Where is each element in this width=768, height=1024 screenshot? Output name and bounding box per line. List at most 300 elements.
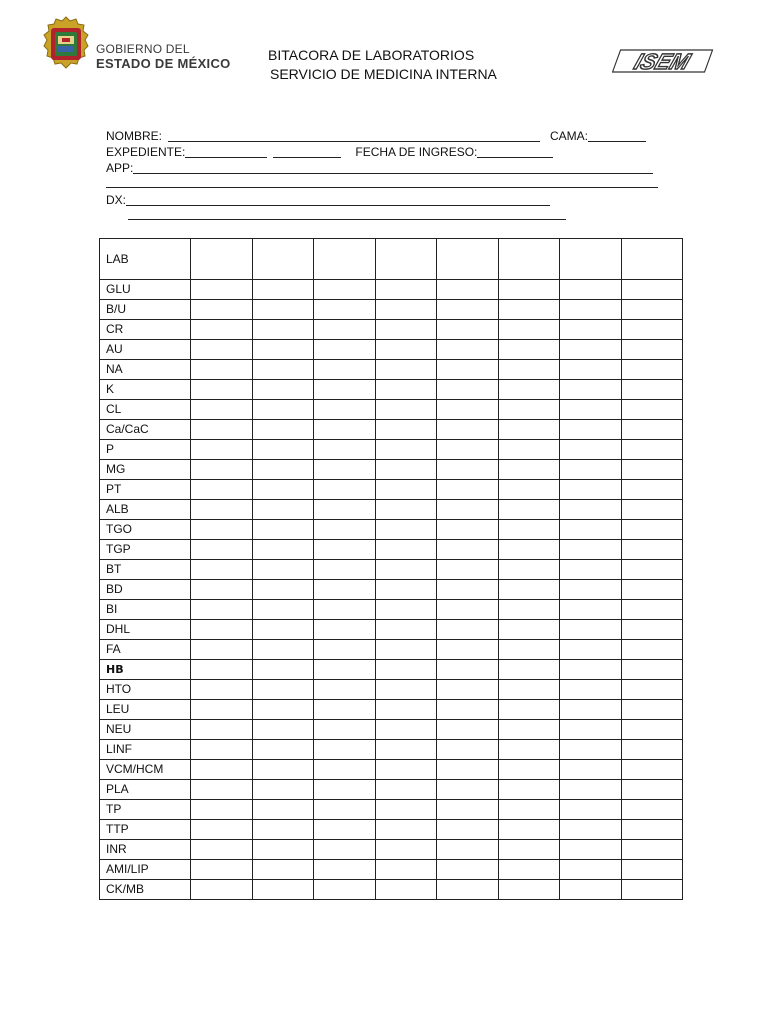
result-cell[interactable] xyxy=(622,660,683,680)
table-row xyxy=(100,340,683,360)
result-cell[interactable] xyxy=(376,480,437,500)
result-cell[interactable] xyxy=(437,880,499,900)
result-cell[interactable] xyxy=(191,440,253,460)
result-cell[interactable] xyxy=(560,600,622,620)
result-cell[interactable] xyxy=(437,760,499,780)
result-cell[interactable] xyxy=(376,360,437,380)
result-cell[interactable] xyxy=(314,280,376,300)
result-cell[interactable] xyxy=(622,320,683,340)
result-cell[interactable] xyxy=(499,560,560,580)
result-cell[interactable] xyxy=(191,620,253,640)
result-cell[interactable] xyxy=(499,580,560,600)
result-cell[interactable] xyxy=(376,540,437,560)
result-cell[interactable] xyxy=(376,740,437,760)
result-cell[interactable] xyxy=(314,780,376,800)
result-cell[interactable] xyxy=(499,440,560,460)
result-cell[interactable] xyxy=(191,360,253,380)
result-cell[interactable] xyxy=(437,540,499,560)
result-cell[interactable] xyxy=(560,480,622,500)
result-cell[interactable] xyxy=(191,860,253,880)
result-cell[interactable] xyxy=(314,340,376,360)
result-cell[interactable] xyxy=(314,300,376,320)
result-cell[interactable] xyxy=(560,460,622,480)
result-cell[interactable] xyxy=(437,360,499,380)
result-cell[interactable] xyxy=(253,860,314,880)
result-cell[interactable] xyxy=(437,440,499,460)
result-cell[interactable] xyxy=(314,420,376,440)
fecha-ingreso-label: FECHA DE INGRESO: xyxy=(355,145,478,159)
result-cell[interactable] xyxy=(376,760,437,780)
result-cell[interactable] xyxy=(499,300,560,320)
result-cell[interactable] xyxy=(191,840,253,860)
result-cell[interactable] xyxy=(191,400,253,420)
result-cell[interactable] xyxy=(437,380,499,400)
result-cell[interactable] xyxy=(376,800,437,820)
result-cell[interactable] xyxy=(560,760,622,780)
table-row xyxy=(100,360,683,380)
result-cell[interactable] xyxy=(191,420,253,440)
result-cell[interactable] xyxy=(437,320,499,340)
result-cell[interactable] xyxy=(253,740,314,760)
result-cell[interactable] xyxy=(499,380,560,400)
table-row xyxy=(100,580,683,600)
result-cell[interactable] xyxy=(314,540,376,560)
result-cell[interactable] xyxy=(314,800,376,820)
result-cell[interactable] xyxy=(314,660,376,680)
result-cell[interactable] xyxy=(253,600,314,620)
result-cell[interactable] xyxy=(376,720,437,740)
result-cell[interactable] xyxy=(314,600,376,620)
result-cell[interactable] xyxy=(437,600,499,620)
result-cell[interactable] xyxy=(560,340,622,360)
result-cell[interactable] xyxy=(560,840,622,860)
result-cell[interactable] xyxy=(499,740,560,760)
result-cell[interactable] xyxy=(191,460,253,480)
result-cell[interactable] xyxy=(376,520,437,540)
date-header-cell[interactable] xyxy=(499,239,560,280)
result-cell[interactable] xyxy=(437,840,499,860)
result-cell[interactable] xyxy=(622,280,683,300)
result-cell[interactable] xyxy=(376,580,437,600)
result-cell[interactable] xyxy=(253,300,314,320)
result-cell[interactable] xyxy=(622,380,683,400)
result-cell[interactable] xyxy=(560,300,622,320)
result-cell[interactable] xyxy=(191,320,253,340)
result-cell[interactable] xyxy=(253,840,314,860)
result-cell[interactable] xyxy=(191,500,253,520)
result-cell[interactable] xyxy=(253,880,314,900)
result-cell[interactable] xyxy=(376,500,437,520)
fecha-ingreso-input-line[interactable] xyxy=(477,146,553,158)
lab-test-label: BI xyxy=(100,600,191,620)
result-cell[interactable] xyxy=(253,340,314,360)
result-cell[interactable] xyxy=(191,880,253,900)
result-cell[interactable] xyxy=(253,800,314,820)
result-cell[interactable] xyxy=(191,340,253,360)
result-cell[interactable] xyxy=(314,680,376,700)
result-cell[interactable] xyxy=(437,720,499,740)
result-cell[interactable] xyxy=(253,660,314,680)
result-cell[interactable] xyxy=(253,360,314,380)
expediente-label: EXPEDIENTE: xyxy=(106,145,186,159)
result-cell[interactable] xyxy=(437,700,499,720)
table-row xyxy=(100,520,683,540)
result-cell[interactable] xyxy=(376,660,437,680)
date-header-cell[interactable] xyxy=(376,239,437,280)
result-cell[interactable] xyxy=(622,820,683,840)
result-cell[interactable] xyxy=(376,880,437,900)
result-cell[interactable] xyxy=(499,820,560,840)
table-row xyxy=(100,480,683,500)
result-cell[interactable] xyxy=(376,300,437,320)
result-cell[interactable] xyxy=(560,800,622,820)
result-cell[interactable] xyxy=(376,780,437,800)
result-cell[interactable] xyxy=(191,600,253,620)
result-cell[interactable] xyxy=(253,380,314,400)
result-cell[interactable] xyxy=(253,460,314,480)
result-cell[interactable] xyxy=(560,320,622,340)
app-input-line-2[interactable] xyxy=(106,176,658,188)
result-cell[interactable] xyxy=(191,540,253,560)
result-cell[interactable] xyxy=(191,800,253,820)
result-cell[interactable] xyxy=(314,720,376,740)
result-cell[interactable] xyxy=(560,640,622,660)
result-cell[interactable] xyxy=(622,460,683,480)
table-row xyxy=(100,440,683,460)
result-cell[interactable] xyxy=(437,800,499,820)
result-cell[interactable] xyxy=(437,620,499,640)
result-cell[interactable] xyxy=(253,440,314,460)
table-row xyxy=(100,640,683,660)
result-cell[interactable] xyxy=(560,360,622,380)
result-cell[interactable] xyxy=(499,420,560,440)
government-name-line2: ESTADO DE MÉXICO xyxy=(96,56,231,71)
result-cell[interactable] xyxy=(376,560,437,580)
table-header-row xyxy=(100,239,683,280)
result-cell[interactable] xyxy=(376,600,437,620)
result-cell[interactable] xyxy=(560,820,622,840)
result-cell[interactable] xyxy=(622,700,683,720)
expediente-input-line-2[interactable] xyxy=(273,146,341,158)
date-header-cell[interactable] xyxy=(437,239,499,280)
result-cell[interactable] xyxy=(622,600,683,620)
result-cell[interactable] xyxy=(437,420,499,440)
result-cell[interactable] xyxy=(560,620,622,640)
result-cell[interactable] xyxy=(314,880,376,900)
result-cell[interactable] xyxy=(560,520,622,540)
table-row xyxy=(100,780,683,800)
result-cell[interactable] xyxy=(314,480,376,500)
result-cell[interactable] xyxy=(314,700,376,720)
result-cell[interactable] xyxy=(376,620,437,640)
result-cell[interactable] xyxy=(376,460,437,480)
result-cell[interactable] xyxy=(499,620,560,640)
result-cell[interactable] xyxy=(376,320,437,340)
result-cell[interactable] xyxy=(499,660,560,680)
result-cell[interactable] xyxy=(499,700,560,720)
lab-test-label: FA xyxy=(100,640,191,660)
result-cell[interactable] xyxy=(376,860,437,880)
table-row xyxy=(100,660,683,680)
result-cell[interactable] xyxy=(314,520,376,540)
result-cell[interactable] xyxy=(499,340,560,360)
lab-test-label: LEU xyxy=(100,700,191,720)
result-cell[interactable] xyxy=(191,820,253,840)
result-cell[interactable] xyxy=(253,720,314,740)
result-cell[interactable] xyxy=(622,400,683,420)
result-cell[interactable] xyxy=(499,460,560,480)
result-cell[interactable] xyxy=(191,560,253,580)
result-cell[interactable] xyxy=(314,400,376,420)
nombre-label: NOMBRE: xyxy=(106,129,163,143)
result-cell[interactable] xyxy=(560,880,622,900)
result-cell[interactable] xyxy=(560,400,622,420)
result-cell[interactable] xyxy=(253,780,314,800)
result-cell[interactable] xyxy=(191,660,253,680)
result-cell[interactable] xyxy=(253,640,314,660)
result-cell[interactable] xyxy=(560,740,622,760)
result-cell[interactable] xyxy=(560,420,622,440)
result-cell[interactable] xyxy=(437,300,499,320)
result-cell[interactable] xyxy=(560,440,622,460)
result-cell[interactable] xyxy=(191,280,253,300)
result-cell[interactable] xyxy=(437,580,499,600)
result-cell[interactable] xyxy=(622,360,683,380)
result-cell[interactable] xyxy=(622,300,683,320)
lab-test-label: INR xyxy=(100,840,191,860)
result-cell[interactable] xyxy=(314,580,376,600)
result-cell[interactable] xyxy=(253,400,314,420)
result-cell[interactable] xyxy=(560,720,622,740)
result-cell[interactable] xyxy=(253,280,314,300)
result-cell[interactable] xyxy=(499,640,560,660)
result-cell[interactable] xyxy=(191,580,253,600)
result-cell[interactable] xyxy=(560,680,622,700)
result-cell[interactable] xyxy=(499,600,560,620)
result-cell[interactable] xyxy=(314,620,376,640)
result-cell[interactable] xyxy=(437,820,499,840)
result-cell[interactable] xyxy=(191,380,253,400)
result-cell[interactable] xyxy=(376,420,437,440)
result-cell[interactable] xyxy=(314,380,376,400)
result-cell[interactable] xyxy=(499,800,560,820)
result-cell[interactable] xyxy=(560,860,622,880)
result-cell[interactable] xyxy=(622,520,683,540)
result-cell[interactable] xyxy=(191,520,253,540)
result-cell[interactable] xyxy=(191,640,253,660)
result-cell[interactable] xyxy=(437,400,499,420)
result-cell[interactable] xyxy=(499,540,560,560)
result-cell[interactable] xyxy=(437,480,499,500)
lab-test-label: AMI/LIP xyxy=(100,860,191,880)
result-cell[interactable] xyxy=(437,860,499,880)
result-cell[interactable] xyxy=(376,400,437,420)
result-cell[interactable] xyxy=(622,780,683,800)
lab-test-label: BT xyxy=(100,560,191,580)
app-continuation-row xyxy=(106,176,658,190)
result-cell[interactable] xyxy=(314,320,376,340)
result-cell[interactable] xyxy=(622,760,683,780)
app-label: APP: xyxy=(106,161,134,175)
nombre-input-line[interactable] xyxy=(168,130,540,142)
isem-logo xyxy=(612,46,716,76)
lab-test-label: GLU xyxy=(100,280,191,300)
result-cell[interactable] xyxy=(499,360,560,380)
cama-input-line[interactable] xyxy=(588,130,646,142)
result-cell[interactable] xyxy=(376,820,437,840)
result-cell[interactable] xyxy=(253,700,314,720)
result-cell[interactable] xyxy=(437,640,499,660)
result-cell[interactable] xyxy=(191,700,253,720)
result-cell[interactable] xyxy=(622,640,683,660)
result-cell[interactable] xyxy=(560,580,622,600)
result-cell[interactable] xyxy=(622,800,683,820)
result-cell[interactable] xyxy=(314,820,376,840)
result-cell[interactable] xyxy=(437,780,499,800)
result-cell[interactable] xyxy=(253,320,314,340)
result-cell[interactable] xyxy=(376,380,437,400)
result-cell[interactable] xyxy=(560,660,622,680)
result-cell[interactable] xyxy=(499,720,560,740)
lab-test-label: NA xyxy=(100,360,191,380)
dx-input-line[interactable] xyxy=(126,194,550,206)
result-cell[interactable] xyxy=(622,540,683,560)
lab-test-label: TTP xyxy=(100,820,191,840)
result-cell[interactable] xyxy=(437,680,499,700)
result-cell[interactable] xyxy=(253,680,314,700)
date-header-cell[interactable] xyxy=(314,239,376,280)
app-input-line[interactable] xyxy=(133,162,653,174)
result-cell[interactable] xyxy=(499,780,560,800)
result-cell[interactable] xyxy=(499,500,560,520)
result-cell[interactable] xyxy=(437,340,499,360)
result-cell[interactable] xyxy=(622,580,683,600)
result-cell[interactable] xyxy=(253,540,314,560)
result-cell[interactable] xyxy=(314,740,376,760)
result-cell[interactable] xyxy=(560,540,622,560)
table-row xyxy=(100,760,683,780)
document-title xyxy=(268,46,497,84)
lab-header-cell: LAB xyxy=(100,239,191,280)
result-cell[interactable] xyxy=(314,640,376,660)
result-cell[interactable] xyxy=(437,500,499,520)
result-cell[interactable] xyxy=(622,740,683,760)
result-cell[interactable] xyxy=(622,880,683,900)
result-cell[interactable] xyxy=(499,400,560,420)
result-cell[interactable] xyxy=(376,680,437,700)
result-cell[interactable] xyxy=(499,760,560,780)
result-cell[interactable] xyxy=(191,740,253,760)
result-cell[interactable] xyxy=(622,440,683,460)
date-header-cell[interactable] xyxy=(191,239,253,280)
result-cell[interactable] xyxy=(191,760,253,780)
date-header-cell[interactable] xyxy=(560,239,622,280)
result-cell[interactable] xyxy=(499,880,560,900)
result-cell[interactable] xyxy=(499,320,560,340)
dx-input-line-2[interactable] xyxy=(128,208,566,220)
result-cell[interactable] xyxy=(191,780,253,800)
table-row xyxy=(100,380,683,400)
result-cell[interactable] xyxy=(622,720,683,740)
result-cell[interactable] xyxy=(560,380,622,400)
result-cell[interactable] xyxy=(253,760,314,780)
result-cell[interactable] xyxy=(560,700,622,720)
result-cell[interactable] xyxy=(253,560,314,580)
lab-test-label: AU xyxy=(100,340,191,360)
result-cell[interactable] xyxy=(622,860,683,880)
result-cell[interactable] xyxy=(560,280,622,300)
result-cell[interactable] xyxy=(314,860,376,880)
result-cell[interactable] xyxy=(314,560,376,580)
result-cell[interactable] xyxy=(376,700,437,720)
result-cell[interactable] xyxy=(622,680,683,700)
app-row xyxy=(106,160,653,176)
result-cell[interactable] xyxy=(191,680,253,700)
result-cell[interactable] xyxy=(622,480,683,500)
table-row xyxy=(100,880,683,900)
result-cell[interactable] xyxy=(314,840,376,860)
result-cell[interactable] xyxy=(499,280,560,300)
result-cell[interactable] xyxy=(253,520,314,540)
result-cell[interactable] xyxy=(499,840,560,860)
result-cell[interactable] xyxy=(376,640,437,660)
result-cell[interactable] xyxy=(376,340,437,360)
result-cell[interactable] xyxy=(314,460,376,480)
result-cell[interactable] xyxy=(191,300,253,320)
result-cell[interactable] xyxy=(314,360,376,380)
result-cell[interactable] xyxy=(437,660,499,680)
result-cell[interactable] xyxy=(253,500,314,520)
result-cell[interactable] xyxy=(622,340,683,360)
result-cell[interactable] xyxy=(253,480,314,500)
result-cell[interactable] xyxy=(437,460,499,480)
result-cell[interactable] xyxy=(253,420,314,440)
result-cell[interactable] xyxy=(253,580,314,600)
result-cell[interactable] xyxy=(314,440,376,460)
result-cell[interactable] xyxy=(622,840,683,860)
result-cell[interactable] xyxy=(622,560,683,580)
result-cell[interactable] xyxy=(437,740,499,760)
result-cell[interactable] xyxy=(253,820,314,840)
result-cell[interactable] xyxy=(499,480,560,500)
date-header-cell[interactable] xyxy=(253,239,314,280)
result-cell[interactable] xyxy=(499,680,560,700)
result-cell[interactable] xyxy=(376,840,437,860)
result-cell[interactable] xyxy=(437,520,499,540)
result-cell[interactable] xyxy=(560,780,622,800)
result-cell[interactable] xyxy=(437,280,499,300)
result-cell[interactable] xyxy=(253,620,314,640)
result-cell[interactable] xyxy=(622,620,683,640)
result-cell[interactable] xyxy=(191,720,253,740)
result-cell[interactable] xyxy=(499,860,560,880)
result-cell[interactable] xyxy=(314,500,376,520)
result-cell[interactable] xyxy=(622,500,683,520)
result-cell[interactable] xyxy=(437,560,499,580)
lab-test-label: K xyxy=(100,380,191,400)
result-cell[interactable] xyxy=(314,760,376,780)
date-header-cell[interactable] xyxy=(622,239,683,280)
result-cell[interactable] xyxy=(622,420,683,440)
result-cell[interactable] xyxy=(499,520,560,540)
result-cell[interactable] xyxy=(376,440,437,460)
result-cell[interactable] xyxy=(560,500,622,520)
table-row xyxy=(100,460,683,480)
result-cell[interactable] xyxy=(560,560,622,580)
expediente-input-line-1[interactable] xyxy=(185,146,267,158)
result-cell[interactable] xyxy=(191,480,253,500)
result-cell[interactable] xyxy=(376,280,437,300)
